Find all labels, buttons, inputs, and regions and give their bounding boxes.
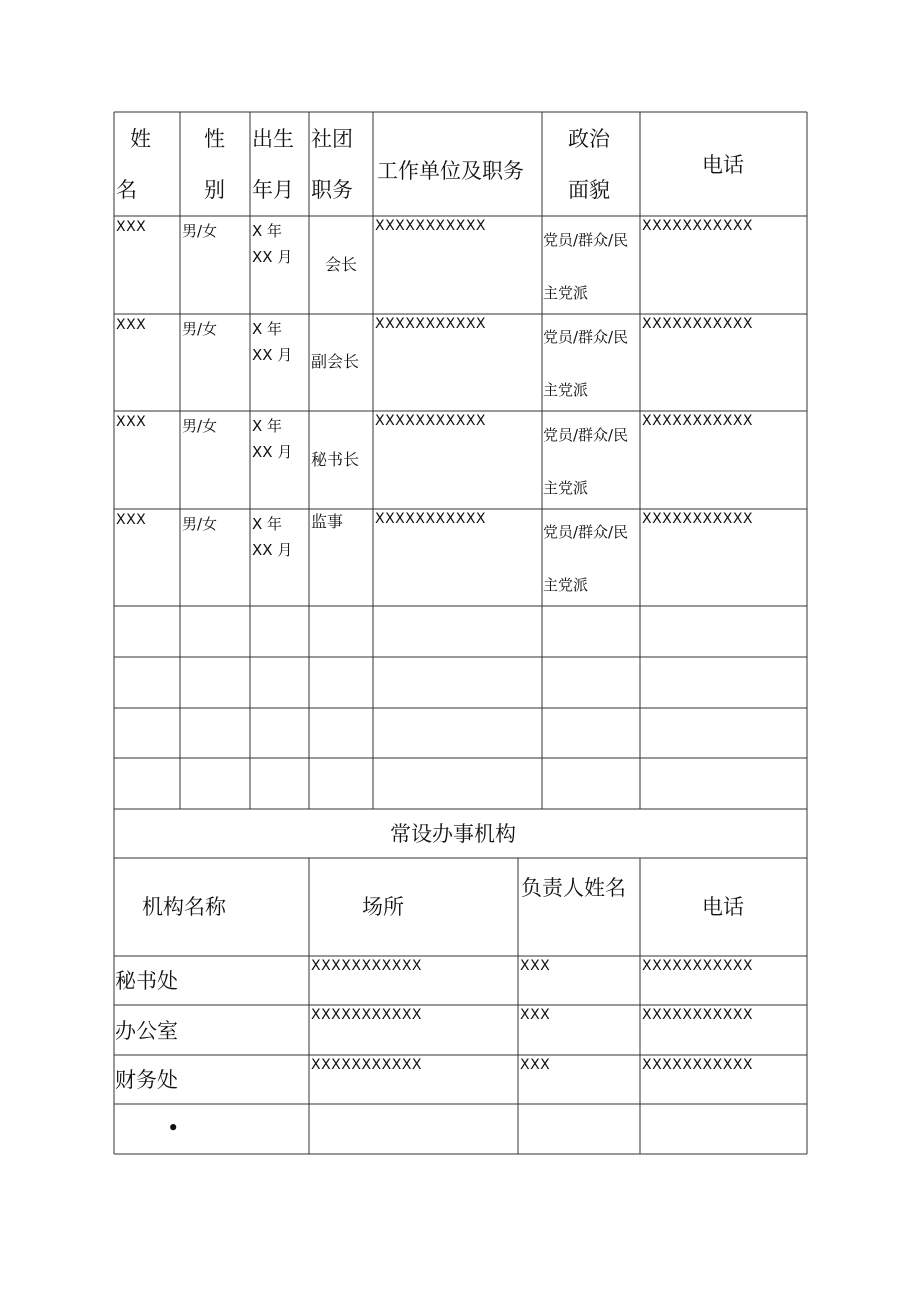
member-political-1: 党员/群众/民	[543, 426, 629, 444]
office-row-head: XXX	[520, 1057, 551, 1073]
office-header-place: 场所	[362, 895, 404, 919]
header-position-2: 职务	[311, 178, 353, 202]
member-political-2: 主党派	[543, 284, 589, 302]
member-birth-year: X 年	[252, 417, 283, 435]
member-gender: 男/女	[182, 222, 218, 240]
office-row-place: XXXXXXXXXXX	[311, 958, 422, 974]
member-name: XXX	[116, 317, 147, 333]
office-header-head: 负责人姓名	[521, 876, 626, 900]
member-political-2: 主党派	[543, 381, 589, 399]
member-birth-year: X 年	[252, 222, 283, 240]
member-birth-month: XX 月	[252, 248, 293, 266]
header-name-2: 名	[116, 178, 137, 202]
member-position: 监事	[311, 512, 344, 531]
member-work: XXXXXXXXXXX	[375, 218, 486, 234]
office-row-name: 财务处	[115, 1068, 178, 1092]
header-political-2: 面貌	[568, 178, 610, 202]
header-position-1: 社团	[311, 127, 353, 151]
office-section-title: 常设办事机构	[390, 822, 516, 846]
member-name: XXX	[116, 512, 147, 528]
member-phone: XXXXXXXXXXX	[642, 316, 753, 332]
header-work: 工作单位及职务	[377, 159, 524, 183]
office-header-name: 机构名称	[142, 895, 226, 919]
member-birth-month: XX 月	[252, 346, 293, 364]
member-name: XXX	[116, 219, 147, 235]
header-birth-1: 出生	[252, 127, 294, 151]
member-work: XXXXXXXXXXX	[375, 316, 486, 332]
office-row-name: 办公室	[115, 1019, 178, 1043]
member-position: 秘书长	[311, 450, 360, 469]
member-work: XXXXXXXXXXX	[375, 511, 486, 527]
office-row-head: XXX	[520, 1007, 551, 1023]
header-gender-2: 别	[204, 178, 225, 202]
member-birth-month: XX 月	[252, 541, 293, 559]
member-birth-year: X 年	[252, 320, 283, 338]
member-political-1: 党员/群众/民	[543, 328, 629, 346]
office-row-phone: XXXXXXXXXXX	[642, 958, 753, 974]
member-political-2: 主党派	[543, 576, 589, 594]
member-birth-month: XX 月	[252, 443, 293, 461]
header-phone: 电话	[702, 153, 744, 177]
office-row-place: XXXXXXXXXXX	[311, 1057, 422, 1073]
member-name: XXX	[116, 414, 147, 430]
member-gender: 男/女	[182, 417, 218, 435]
office-row-phone: XXXXXXXXXXX	[642, 1007, 753, 1023]
office-row-place: XXXXXXXXXXX	[311, 1007, 422, 1023]
header-name-1: 姓	[130, 127, 151, 151]
member-position: 副会长	[311, 352, 360, 371]
member-phone: XXXXXXXXXXX	[642, 413, 753, 429]
member-gender: 男/女	[182, 515, 218, 533]
member-political-1: 党员/群众/民	[543, 231, 629, 249]
member-political-2: 主党派	[543, 479, 589, 497]
member-political-1: 党员/群众/民	[543, 523, 629, 541]
member-birth-year: X 年	[252, 515, 283, 533]
office-row-name: 秘书处	[115, 969, 178, 993]
header-gender-1: 性	[204, 127, 225, 151]
header-political-1: 政治	[568, 127, 610, 151]
member-phone: XXXXXXXXXXX	[642, 218, 753, 234]
header-birth-2: 年月	[252, 178, 294, 202]
member-gender: 男/女	[182, 320, 218, 338]
member-phone: XXXXXXXXXXX	[642, 511, 753, 527]
bullet-mark: •	[167, 1116, 180, 1140]
office-row-head: XXX	[520, 958, 551, 974]
office-row-phone: XXXXXXXXXXX	[642, 1057, 753, 1073]
member-position: 会长	[325, 255, 358, 274]
office-header-phone: 电话	[702, 895, 744, 919]
member-work: XXXXXXXXXXX	[375, 413, 486, 429]
